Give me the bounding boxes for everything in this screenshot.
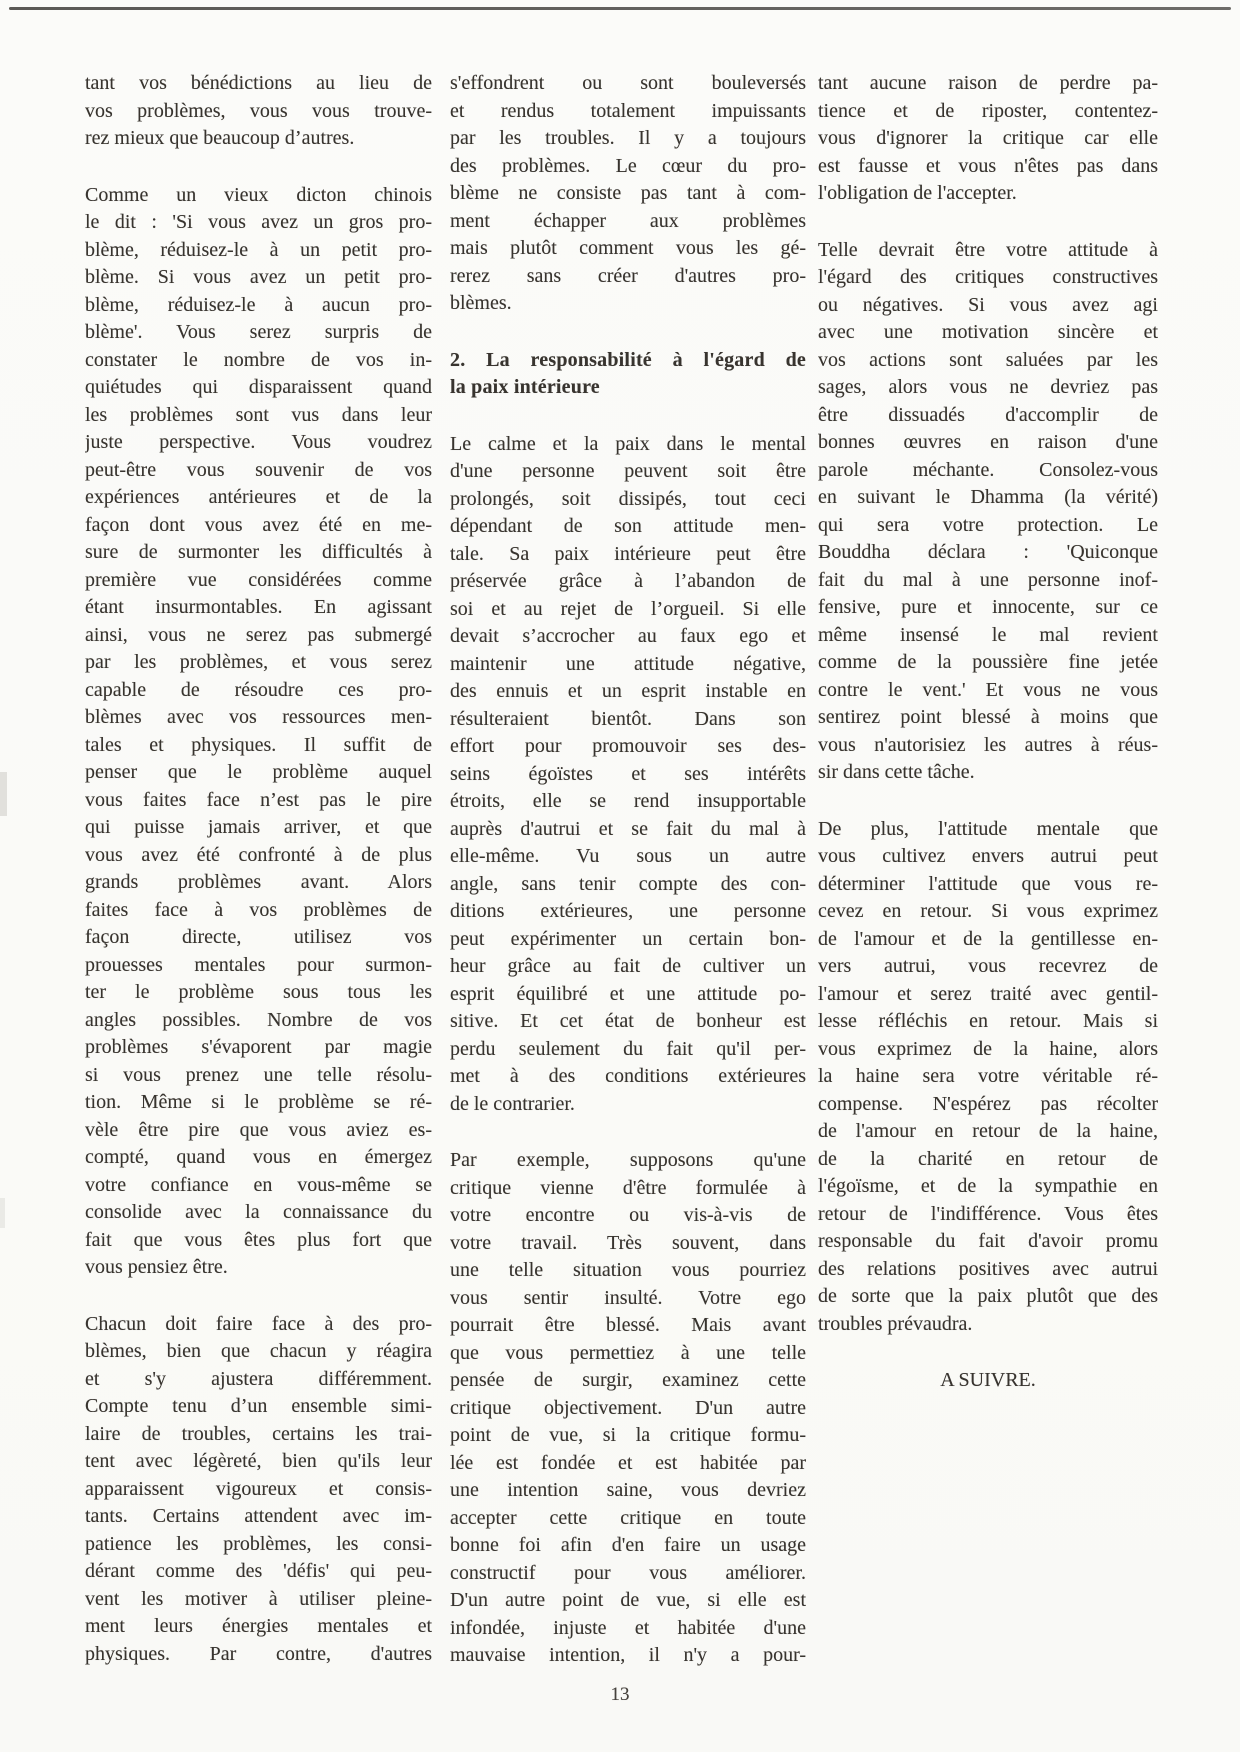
text-line: l'égoïsme, et de la sympathie en [818,1175,1158,1197]
text-line: blèmes, bien que chacun y réagira [85,1340,432,1362]
text-line: sir dans cette tâche. [818,761,975,783]
text-line: de l'amour en retour de la haine, [818,1120,1158,1142]
text-line: effort pour promouvoir ses des- [450,735,806,757]
text-line: sentirez point blessé à moins que [818,706,1158,728]
text-line: dépendant de son attitude men- [450,515,806,537]
text-line: lesse réfléchis en retour. Mais si [818,1010,1158,1032]
text-line: rez mieux que beaucoup d’autres. [85,127,355,149]
text-line: devait s’accrocher au faux ego et [450,625,806,647]
text-columns [85,70,1158,1699]
text-line: expériences antérieures et de la [85,486,432,508]
text-line: tales et physiques. Il suffit de [85,733,432,756]
text-line: blème, réduisez-le à aucun pro- [85,293,432,316]
text-line: Le calme et la paix dans le mental [450,432,806,455]
text-line: Compte tenu d’un ensemble simi- [85,1395,432,1417]
text-line: la haine sera votre véritable ré- [818,1065,1158,1087]
text-line: vèle être pire que vous aviez es- [85,1118,432,1141]
text-line: rerez sans créer d'autres pro- [450,264,806,287]
text-line: vous pensiez être. [85,1256,228,1278]
paragraph [818,816,1158,1339]
text-line: tent avec légèreté, bien qu'ils leur [85,1450,432,1472]
text-line: peut-être vous souvenir de vos [85,458,432,481]
text-line: penser que le problème auquel [85,761,432,783]
text-line: ou négatives. Si vous avez agi [818,293,1158,316]
text-line: sure de surmonter les difficultés à [85,541,432,563]
text-line: juste perspective. Vous voudrez [85,431,432,453]
text-line: les problèmes sont vus dans leur [85,403,432,426]
paragraph [85,70,432,153]
text-line: blème. Si vous avez un petit pro- [85,266,432,288]
text-line: façon directe, utilisez vos [85,926,432,948]
scan-border-artifact [9,7,1231,10]
text-line: par les problèmes, et vous serez [85,651,432,673]
text-line: première vue considérées comme [85,568,432,591]
text-line: avec une motivation sincère et [818,321,1158,343]
text-line: ment échapper aux problèmes [450,209,806,232]
text-line: de le contrarier. [450,1092,575,1115]
text-line: vers autrui, vous recevrez de [818,955,1158,977]
text-line: 2. La responsabilité à l'égard de [450,348,806,371]
text-line: de la charité en retour de [818,1147,1158,1170]
text-line: est fausse et vous n'êtes pas dans [818,154,1158,177]
text-line: ter le problème sous tous les [85,981,432,1003]
text-line: vos problèmes, vous vous trouve- [85,99,432,122]
text-line: tant aucune raison de perdre pa- [818,72,1158,94]
text-line: blème, réduisez-le à un petit pro- [85,238,432,261]
text-line: Par exemple, supposons qu'une [450,1149,806,1171]
text-line: met à des conditions extérieures [450,1065,806,1087]
text-line: bonnes œuvres en raison d'une [818,431,1158,453]
text-column [818,70,1158,1699]
text-line: des problèmes. Le cœur du pro- [450,154,806,177]
text-line: apparaissent vigoureux et consis- [85,1477,432,1500]
text-line: cevez en retour. Si vous exprimez [818,900,1158,922]
text-line: laire de troubles, certains les trai- [85,1422,432,1445]
text-line: peut expérimenter un certain bon- [450,927,806,950]
text-line: D'un autre point de vue, si elle est [450,1589,806,1611]
text-line: patience les problèmes, les consi- [85,1532,432,1555]
text-line: retour de l'indifférence. Vous êtes [818,1202,1158,1225]
text-line: vous d'ignorer la critique car elle [818,127,1158,149]
text-line: responsable du fait d'avoir promu [818,1230,1158,1252]
text-line: fait que vous êtes plus fort que [85,1228,432,1251]
text-line: étant insurmontables. En agissant [85,596,432,618]
text-line: seins égoïstes et ses intérêts [450,762,806,785]
text-line: quiétudes qui disparaissent quand [85,376,432,398]
text-line: tience et de riposter, contentez- [818,99,1158,122]
text-line: votre confiance en vous-même se [85,1173,432,1196]
text-line: pensée de surgir, examinez cette [450,1369,806,1391]
text-column [450,70,806,1699]
text-line: s'effondrent ou sont bouleversés [450,72,806,94]
text-line: de sorte que la paix plutôt que des [818,1285,1158,1307]
text-line: problèmes s'évaporent par magie [85,1036,432,1058]
text-line: et s'y ajustera différemment. [85,1367,432,1390]
text-line: si vous prenez une telle résolu- [85,1063,432,1086]
text-line: vous n'autorisiez les autres à réus- [818,733,1158,756]
text-line: vous cultivez envers autrui peut [818,845,1158,867]
text-line: prolongés, soit dissipés, tout ceci [450,487,806,510]
text-line: consolide avec la connaissance du [85,1201,432,1223]
text-line: perdu seulement du fait qu'il per- [450,1037,806,1060]
text-line: constructif pour vous améliorer. [450,1561,806,1584]
text-line: tant vos bénédictions au lieu de [85,72,432,94]
text-line: déterminer l'attitude que vous re- [818,872,1158,895]
section-heading [450,347,806,402]
text-line: et rendus totalement impuissants [450,99,806,122]
text-line: grands problèmes avant. Alors [85,871,432,893]
text-line: critique vienne d'être formulée à [450,1176,806,1199]
text-line: tale. Sa paix intérieure peut être [450,542,806,565]
text-line: Chacun doit faire face à des pro- [85,1312,432,1335]
paragraph [818,70,1158,208]
text-line: vous faites face n’est pas le pire [85,788,432,811]
text-line: physiques. Par contre, d'autres [85,1642,432,1665]
text-line: vous sentir insulté. Votre ego [450,1286,806,1309]
text-line: en suivant le Dhamma (la vérité) [818,486,1158,508]
text-line: esprit équilibré et une attitude po- [450,982,806,1005]
text-line: Bouddha déclara : 'Quiconque [818,541,1158,563]
paragraph [450,70,806,318]
paragraph [450,1147,806,1670]
text-line: votre travail. Très souvent, dans [450,1231,806,1254]
continuation-marker [818,1367,1158,1395]
text-line: résulteraient bientôt. Dans son [450,707,806,730]
text-line: auprès d'autrui et se fait du mal à [450,817,806,840]
text-line: lée est fondée et est habitée par [450,1451,806,1474]
text-line: angles possibles. Nombre de vos [85,1008,432,1031]
text-line: tion. Même si le problème se ré- [85,1091,432,1113]
paragraph [818,237,1158,787]
paragraph [450,431,806,1119]
text-line: des relations positives avec autrui [818,1257,1158,1280]
text-line: le dit : 'Si vous avez un gros pro- [85,211,432,233]
text-line: par les troubles. Il y a toujours [450,127,806,149]
text-line: blèmes avec vos ressources men- [85,706,432,728]
text-line: contre le vent.' Et vous ne vous [818,678,1158,701]
text-line: une intention saine, vous devriez [450,1479,806,1501]
text-line: compense. N'espérez pas récolter [818,1092,1158,1115]
page-number: 13 [610,1684,630,1705]
text-line: infondée, injuste et habitée d'une [450,1616,806,1639]
text-line: des ennuis et un esprit instable en [450,680,806,702]
text-line: vous exprimez de la haine, alors [818,1037,1158,1060]
text-line: de l'amour et de la gentillesse en- [818,927,1158,950]
text-line: l'amour et serez traité avec gentil- [818,982,1158,1005]
text-line: blème ne consiste pas tant à com- [450,182,806,204]
text-line: vos actions sont saluées par les [818,348,1158,371]
text-line: l'obligation de l'accepter. [818,182,1017,204]
text-line: pourrait être blessé. Mais avant [450,1314,806,1336]
text-line: façon dont vous avez été en me- [85,513,432,536]
text-line: critique objectivement. D'un autre [450,1396,806,1419]
text-line: votre encontre ou vis-à-vis de [450,1204,806,1226]
text-line: étroits, elle se rend insupportable [450,790,806,812]
text-line: angle, sans tenir compte des con- [450,872,806,895]
text-line: A SUIVRE. [940,1369,1036,1391]
text-line: qui sera votre protection. Le [818,513,1158,536]
text-line: la paix intérieure [450,376,600,398]
text-line: mauvaise intention, il n'y a pour- [450,1644,806,1666]
text-line: troubles prévaudra. [818,1312,973,1335]
text-line: heur grâce au fait de cultiver un [450,955,806,977]
text-line: point de vue, si la critique formu- [450,1424,806,1446]
text-line: ainsi, vous ne serez pas submergé [85,623,432,646]
text-line: vous avez été confronté à de plus [85,843,432,866]
text-line: prouesses mentales pour surmon- [85,953,432,976]
scan-smudge-artifact [0,772,7,816]
text-line: parole méchante. Consolez-vous [818,458,1158,481]
text-line: bonne foi afin d'en faire un usage [450,1534,806,1556]
text-line: mais plutôt comment vous les gé- [450,237,806,259]
text-line: ment leurs énergies mentales et [85,1615,432,1637]
text-line: fensive, pure et innocente, sur ce [818,596,1158,618]
text-line: tants. Certains attendent avec im- [85,1505,432,1527]
text-line: Comme un vieux dicton chinois [85,183,432,206]
text-line: Telle devrait être votre attitude à [818,238,1158,261]
text-line: préservée grâce à l’abandon de [450,570,806,592]
text-line: sages, alors vous ne devriez pas [818,376,1158,398]
text-line: d'une personne peuvent soit être [450,460,806,482]
text-line: l'égard des critiques constructives [818,266,1158,288]
text-line: une telle situation vous pourriez [450,1259,806,1281]
text-line: dérant comme des 'défis' qui peu- [85,1560,432,1582]
text-line: faites face à vos problèmes de [85,898,432,921]
text-line: vent les motiver à utiliser pleine- [85,1587,432,1610]
text-line: fait du mal à une personne inof- [818,568,1158,591]
text-line: que vous permettiez à une telle [450,1341,806,1364]
paragraph [85,182,432,1282]
text-line: constater le nombre de vos in- [85,348,432,371]
text-line: De plus, l'attitude mentale que [818,817,1158,840]
text-line: maintenir une attitude négative, [450,652,806,675]
text-line: compté, quand vous en émergez [85,1146,432,1168]
scan-smudge-artifact [0,1198,5,1228]
text-line: même insensé le mal revient [818,623,1158,646]
text-line: ditions extérieures, une personne [450,900,806,922]
text-line: qui puisse jamais arriver, et que [85,816,432,838]
text-line: soi et au rejet de l’orgueil. Si elle [450,597,806,620]
text-column [85,70,432,1699]
text-line: accepter cette critique en toute [450,1506,806,1529]
text-line: blèmes. [450,292,512,314]
text-line: comme de la poussière fine jetée [818,651,1158,673]
text-line: capable de résoudre ces pro- [85,678,432,701]
text-line: elle-même. Vu sous un autre [450,845,806,867]
text-line: sitive. Et cet état de bonheur est [450,1010,806,1032]
text-line: blème'. Vous serez surpris de [85,321,432,343]
paragraph [85,1311,432,1669]
text-line: être dissuadés d'accomplir de [818,403,1158,426]
